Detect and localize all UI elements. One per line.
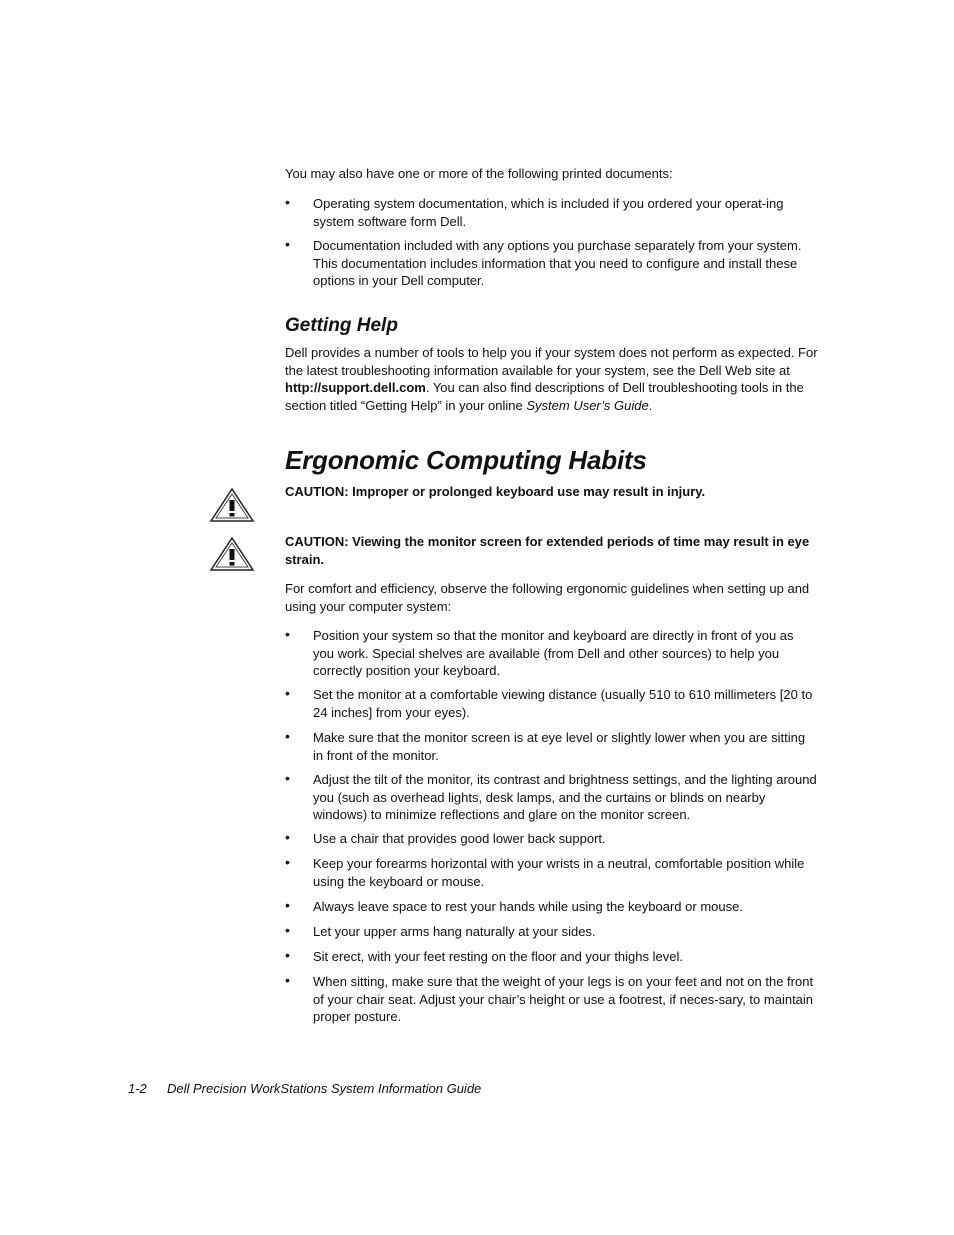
page-number: 1-2 (128, 1081, 147, 1096)
getting-help-end: . (648, 397, 653, 413)
list-item-text: When sitting, make sure that the weight of your legs is on your feet and not on the front of your chair seat. Adjust your chair’s height or use a footrest, if neces-sary, to maintain proper posture. (313, 974, 814, 1024)
bullet: • (285, 685, 290, 701)
caution-text: CAUTION: Viewing the monitor screen for extended periods of time may result in eye strain. (285, 534, 810, 567)
list-item-text: Sit erect, with your feet resting on the floor and your thighs level. (313, 949, 683, 964)
ergonomics-intro: For comfort and efficiency, observe the following ergonomic guidelines when setting up and using your computer system: (285, 581, 810, 614)
footer-title: Dell Precision WorkStations System Information Guide (167, 1081, 482, 1096)
bullet: • (285, 626, 290, 642)
list-item-text: Operating system documentation, which is included if you ordered your operat-ing system software form Dell. (313, 196, 784, 229)
guide-title: System User’s Guide (526, 397, 649, 413)
bullet: • (285, 947, 290, 963)
list-item-text: Always leave space to rest your hands while using the keyboard or mouse. (313, 899, 743, 914)
bullet: • (285, 972, 290, 988)
bullet: • (285, 922, 290, 938)
list-item-text: Use a chair that provides good lower back support. (313, 831, 606, 846)
bullet: • (285, 854, 290, 870)
list-item-text: Keep your forearms horizontal with your wrists in a neutral, comfortable position while using the keyboard or mouse. (313, 856, 805, 889)
getting-help-text (285, 344, 820, 414)
caution-text: CAUTION: Improper or prolonged keyboard use may result in injury. (285, 484, 706, 499)
bullet: • (285, 194, 290, 210)
support-link[interactable]: http://support.dell.com (285, 380, 426, 395)
bullet: • (285, 829, 290, 845)
list-item-text: Position your system so that the monitor and keyboard are directly in front of you as you work. Special shelves are available (from Dell and other sources) to help you correctly position your keyboard. (313, 628, 794, 678)
caution-icon (209, 487, 255, 523)
getting-help-text-2: . You can also find descriptions of Dell troubleshooting tools in the section titled “Getting Help” in your online (285, 380, 804, 413)
caution-icon (209, 536, 255, 572)
page-title: Ergonomic Computing Habits (285, 445, 647, 475)
intro-text: You may also have one or more of the following printed documents: (285, 166, 673, 181)
list-item-text: Make sure that the monitor screen is at eye level or slightly lower when you are sitting in front of the monitor. (313, 730, 806, 763)
bullet: • (285, 897, 290, 913)
bullet: • (285, 236, 290, 252)
bullet: • (285, 770, 290, 786)
section-heading: Getting Help (285, 315, 398, 336)
list-item-text: Documentation included with any options you purchase separately from your system. This documentation includes information that you need to configure and install these options in your Dell computer. (313, 238, 802, 288)
list-item-text: Let your upper arms hang naturally at your sides. (313, 924, 596, 939)
list-item-text: Set the monitor at a comfortable viewing distance (usually 510 to 610 millimeters [20 to 24 inches] from your eyes). (313, 687, 813, 720)
bullet: • (285, 728, 290, 744)
list-item-text: Adjust the tilt of the monitor, its contrast and brightness settings, and the lighting around you (such as overhead lights, desk lamps, and the curtains or blinds on nearby windows) to minimize reflections and glare on the monitor screen. (313, 772, 817, 822)
getting-help-text-1: Dell provides a number of tools to help you if your system does not perform as expected. For the latest troubleshooting information available for your system, see the Dell Web site at (285, 345, 818, 378)
